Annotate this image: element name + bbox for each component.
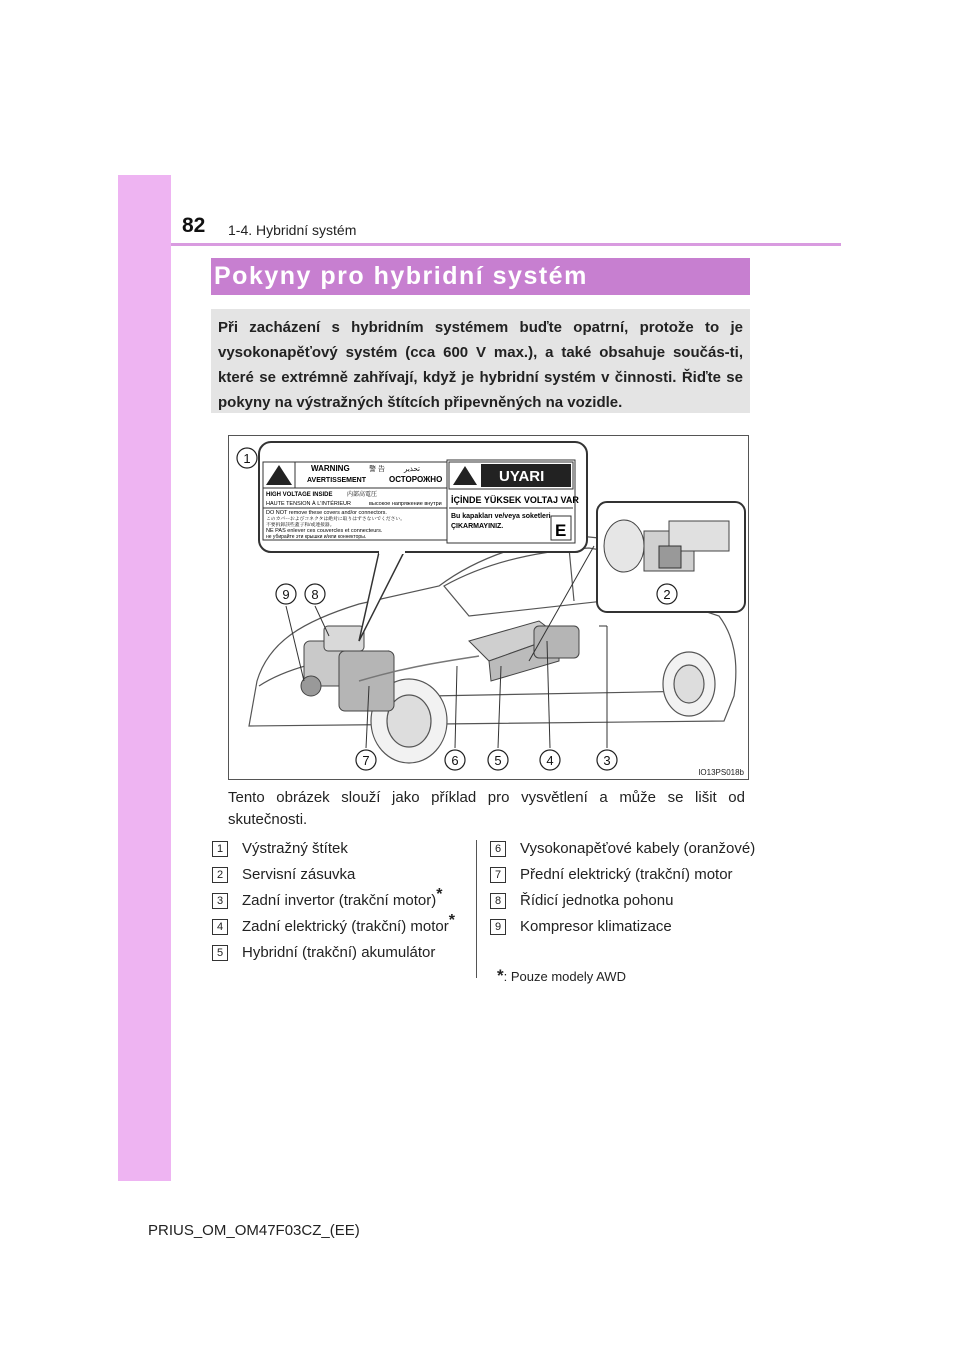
legend-text: Zadní invertor (trakční motor) [242, 892, 437, 909]
legend-number: 2 [212, 867, 228, 883]
figure-code: IO13PS018b [698, 768, 744, 777]
legend-number: 5 [212, 945, 228, 961]
engine-components [301, 626, 394, 711]
kapak-line2-text: ÇIKARMAYINIZ. [451, 523, 504, 530]
callout-1: 1 [243, 451, 251, 466]
legend-item [211, 912, 473, 938]
vysokoe-text: высокое напряжение внутри [369, 501, 442, 507]
legend-item [489, 864, 759, 886]
battery-components [469, 621, 579, 681]
callout-4: 4 [546, 753, 554, 768]
legend-text: Hybridní (trakční) akumulátor [242, 944, 436, 961]
legend-text: Řídicí jednotka pohonu [520, 892, 674, 909]
avertissement-text: AVERTISSEMENT [307, 477, 366, 484]
legend-item [211, 886, 473, 912]
ostorozhno-text: ОСТОРОЖНО [389, 475, 443, 484]
legend-number: 8 [490, 893, 506, 909]
legend-number: 1 [212, 841, 228, 857]
warning-label-right [447, 460, 579, 543]
arabic-warning-text: تحذير [404, 466, 420, 473]
legend-text: Servisní zásuvka [242, 866, 356, 883]
legend-item [489, 916, 759, 938]
section-title [211, 258, 750, 295]
legend-item [211, 864, 473, 886]
callout-3: 3 [603, 753, 611, 768]
legend-divider [476, 840, 477, 978]
footnote-star: * [497, 966, 504, 985]
kanji-line1-text: このカバーおよびコネクタは絶対に取りはずさないでください。 [266, 517, 406, 522]
legend-text: Vysokonapěťové kabely (oranžové) [520, 840, 756, 857]
section-title-text: Pokyny pro hybridní systém [214, 262, 588, 290]
legend-text: Zadní elektrický (trakční) motor [242, 918, 449, 935]
legend-text: Přední elektrický (trakční) motor [520, 866, 733, 883]
intro-text: Při zacházení s hybridním systémem buďte opatrní, protože to je vysokonapěťový systém (cca 600 V max.), a také obsahuje součás-ti, které se extrémně zahřívají, když je hybridní systém v činnosti. Řiďte se pokyny na výstražných štítcích připevněných na vozidle. [218, 319, 743, 411]
icinde-text: İÇİNDE YÜKSEK VOLTAJ VAR [451, 495, 579, 505]
side-band [118, 175, 171, 1181]
callout-6: 6 [451, 753, 459, 768]
kanji-warning-text: 警 告 [369, 466, 385, 473]
callout-5: 5 [494, 753, 502, 768]
warning-text: WARNING [311, 464, 350, 473]
car-figure [228, 435, 749, 780]
intro-box [211, 309, 750, 413]
legend-left [211, 838, 473, 968]
legend-item [211, 838, 473, 860]
kapak-line1-text: Bu kapakları ve/veya soketleri [451, 513, 551, 520]
kanji-hv-text: 内部高電圧 [347, 492, 378, 498]
header-rule [171, 243, 841, 246]
legend-right [489, 838, 759, 942]
legend-number: 7 [490, 867, 506, 883]
footer-code: PRIUS_OM_OM47F03CZ_(EE) [148, 1222, 360, 1239]
legend-text: Kompresor klimatizace [520, 918, 672, 935]
car-illustration [229, 436, 749, 780]
legend-item [211, 942, 473, 964]
wheels [371, 652, 715, 763]
uyari-text: UYARI [499, 468, 545, 485]
legend-text: Výstražný štítek [242, 840, 348, 857]
do-not-text: DO NOT remove these covers and/or connectors. [266, 510, 387, 516]
legend-number: 3 [212, 893, 228, 909]
label-letter-e: E [555, 521, 567, 540]
callout-8: 8 [311, 587, 319, 602]
callout-2: 2 [663, 587, 671, 602]
legend-star: * [448, 912, 455, 929]
ne-pas-text: NE PAS enlever ces couvercles et connecteurs. [266, 528, 383, 534]
legend-item [489, 890, 759, 912]
legend-number: 4 [212, 919, 228, 935]
figure-caption: Tento obrázek slouží jako příklad pro vysvětlení a může se lišit od skutečnosti. [228, 789, 745, 828]
russian-line-text: не убирайте эти крышки и/или коннекторы. [266, 534, 367, 540]
haute-tension-text: HAUTE TENSION À L'INTÉRIEUR [266, 501, 351, 507]
page-number: 82 [182, 214, 206, 237]
footnote-text: : Pouze modely AWD [503, 969, 626, 984]
legend-item [489, 838, 759, 860]
kanji-line2-text: 不要拆卸該些蓋子和/或連接器。 [266, 523, 335, 528]
legend-number: 6 [490, 841, 506, 857]
high-voltage-text: HIGH VOLTAGE INSIDE [266, 492, 333, 498]
footnote [497, 966, 626, 986]
legend-number: 9 [490, 919, 506, 935]
section-reference: 1-4. Hybridní systém [228, 222, 357, 238]
legend-star: * [436, 886, 443, 903]
callout-7: 7 [362, 753, 370, 768]
callout-9: 9 [282, 587, 290, 602]
